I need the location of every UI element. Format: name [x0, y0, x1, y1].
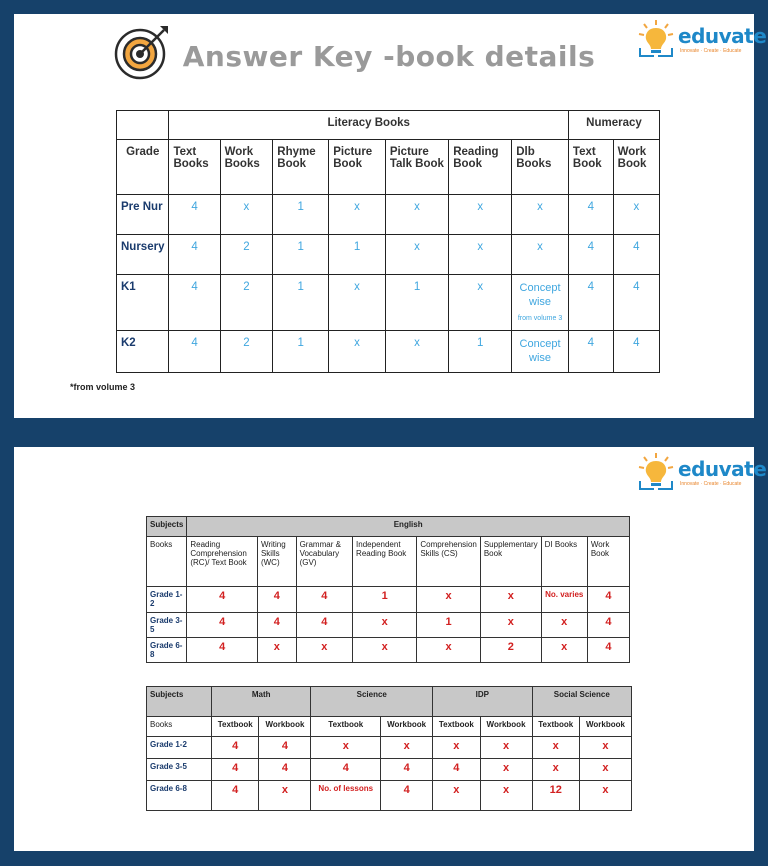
- row-grade: Pre Nur: [117, 195, 169, 235]
- cell: x: [541, 638, 587, 663]
- numeracy-group-header: Numeracy: [568, 111, 659, 140]
- cell: 4: [169, 195, 220, 235]
- sub-col-header: Textbook: [212, 717, 259, 737]
- logo-text: eduvate: [678, 457, 767, 481]
- cell: 4: [587, 638, 629, 663]
- col-header: Rhyme Book: [273, 140, 329, 195]
- cell: 2: [220, 330, 273, 372]
- footnote: *from volume 3: [70, 382, 136, 392]
- cell: 4: [568, 235, 613, 275]
- row-grade: Grade 6-8: [147, 638, 187, 663]
- cell: Concept wise: [512, 330, 569, 372]
- cell: 2: [220, 235, 273, 275]
- cell: 4: [613, 275, 659, 331]
- cell: 4: [568, 275, 613, 331]
- cell: 1: [273, 195, 329, 235]
- table-row: [117, 330, 660, 372]
- table-row: [147, 613, 630, 638]
- cell: x: [613, 195, 659, 235]
- cell: x: [433, 737, 480, 759]
- grade-header: Grade: [117, 140, 169, 195]
- row-grade: Grade 6-8: [147, 781, 212, 811]
- col-header: Picture Talk Book: [385, 140, 448, 195]
- cell: 1: [273, 235, 329, 275]
- social-science-header: Social Science: [532, 687, 631, 717]
- literacy-group-header: Literacy Books: [169, 111, 568, 140]
- eduvate-logo: [634, 18, 767, 62]
- cell: 4: [587, 613, 629, 638]
- col-header: Text Books: [169, 140, 220, 195]
- table-row: [147, 638, 630, 663]
- row-grade: K1: [117, 275, 169, 331]
- target-arrow-icon: [110, 20, 174, 84]
- cell: x: [512, 235, 569, 275]
- col-header: Dlb Books: [512, 140, 569, 195]
- cell: x: [579, 737, 631, 759]
- table-row: [147, 759, 632, 781]
- cell: x: [480, 587, 541, 613]
- sub-col-header: Textbook: [311, 717, 381, 737]
- cell: 4: [296, 613, 352, 638]
- cell: x: [480, 781, 532, 811]
- cell: 4: [169, 275, 220, 331]
- cell: 4: [433, 759, 480, 781]
- sub-col-header: Workbook: [381, 717, 433, 737]
- cell: 4: [169, 235, 220, 275]
- cell: x: [480, 759, 532, 781]
- concept-wise-text: Concept wise: [519, 282, 561, 309]
- page-title: Answer Key -book details: [182, 40, 596, 73]
- bulb-icon: [634, 451, 678, 491]
- cell: x: [257, 638, 296, 663]
- cell: x: [353, 638, 417, 663]
- cell: x: [385, 330, 448, 372]
- cell: 4: [187, 613, 258, 638]
- cell: x: [449, 275, 512, 331]
- table-row: [117, 235, 660, 275]
- eduvate-logo: [634, 451, 767, 495]
- col-header: Work Books: [220, 140, 273, 195]
- cell: 4: [613, 330, 659, 372]
- col-header: Supplementary Book: [480, 537, 541, 587]
- idp-header: IDP: [433, 687, 532, 717]
- sub-col-header: Textbook: [433, 717, 480, 737]
- cell: 4: [568, 330, 613, 372]
- cell: x: [220, 195, 273, 235]
- cell: 2: [220, 275, 273, 331]
- cell: 4: [259, 737, 311, 759]
- concept-wise-note: from volume 3: [517, 314, 563, 322]
- row-grade: Grade 1-2: [147, 737, 212, 759]
- col-header: Comprehension Skills (CS): [417, 537, 480, 587]
- slide-subject-books: [14, 447, 767, 851]
- row-grade: Nursery: [117, 235, 169, 275]
- cell: 1: [449, 330, 512, 372]
- cell: x: [532, 737, 579, 759]
- cell: x: [381, 737, 433, 759]
- cell: x: [329, 275, 386, 331]
- col-header: Grammar & Vocabulary (GV): [296, 537, 352, 587]
- cell: x: [353, 613, 417, 638]
- english-table: [146, 516, 630, 663]
- cell: x: [579, 759, 631, 781]
- cell-concept-wise: [512, 275, 569, 331]
- cell: x: [480, 737, 532, 759]
- logo-tagline: Innovate · Create · Educate: [680, 481, 742, 487]
- logo-tagline: Innovate · Create · Educate: [680, 48, 742, 54]
- header-blank: [117, 111, 169, 140]
- logo-text: eduvate: [678, 24, 767, 48]
- cell: 4: [169, 330, 220, 372]
- sub-col-header: Workbook: [480, 717, 532, 737]
- cell: 4: [587, 587, 629, 613]
- bulb-icon: [634, 18, 678, 58]
- cell: x: [329, 195, 386, 235]
- cell: 4: [381, 781, 433, 811]
- row-grade: Grade 3-5: [147, 613, 187, 638]
- cell: 4: [296, 587, 352, 613]
- cell: x: [449, 195, 512, 235]
- math-header: Math: [212, 687, 311, 717]
- col-header: Writing Skills (WC): [257, 537, 296, 587]
- table-row: [117, 195, 660, 235]
- col-header: Independent Reading Book: [353, 537, 417, 587]
- cell: 4: [187, 587, 258, 613]
- cell: x: [329, 330, 386, 372]
- subjects-table: [146, 686, 632, 811]
- cell: x: [385, 195, 448, 235]
- cell: x: [449, 235, 512, 275]
- cell: 1: [417, 613, 480, 638]
- table-row: [117, 275, 660, 331]
- col-header: Reading Comprehension (RC)/ Text Book: [187, 537, 258, 587]
- cell: 4: [311, 759, 381, 781]
- cell: x: [417, 587, 480, 613]
- table-row: [147, 587, 630, 613]
- row-grade: Grade 1-2: [147, 587, 187, 613]
- cell: x: [259, 781, 311, 811]
- cell: x: [512, 195, 569, 235]
- col-header: Picture Book: [329, 140, 386, 195]
- cell: 4: [212, 759, 259, 781]
- table-row: [147, 737, 632, 759]
- cell: 12: [532, 781, 579, 811]
- col-header: DI Books: [541, 537, 587, 587]
- cell: x: [541, 613, 587, 638]
- cell: 4: [257, 613, 296, 638]
- cell: x: [579, 781, 631, 811]
- cell: 4: [187, 638, 258, 663]
- cell: x: [433, 781, 480, 811]
- cell: x: [480, 613, 541, 638]
- table-row: [147, 781, 632, 811]
- cell: x: [385, 235, 448, 275]
- cell: 1: [273, 275, 329, 331]
- cell: 1: [329, 235, 386, 275]
- books-label: Books: [147, 717, 212, 737]
- sub-col-header: Textbook: [532, 717, 579, 737]
- subjects-label: Subjects: [147, 687, 212, 717]
- cell: 4: [212, 737, 259, 759]
- col-header: Reading Book: [449, 140, 512, 195]
- cell: x: [311, 737, 381, 759]
- subjects-label: Subjects: [147, 517, 187, 537]
- col-header: Work Book: [613, 140, 659, 195]
- science-header: Science: [311, 687, 433, 717]
- cell: 4: [568, 195, 613, 235]
- cell: No. of lessons: [311, 781, 381, 811]
- row-grade: K2: [117, 330, 169, 372]
- cell: x: [296, 638, 352, 663]
- cell: 4: [257, 587, 296, 613]
- cell: 4: [381, 759, 433, 781]
- cell: 1: [273, 330, 329, 372]
- book-details-table: [116, 110, 660, 373]
- col-header: Text Book: [568, 140, 613, 195]
- slide-answer-key: [14, 14, 767, 418]
- col-header: Work Book: [587, 537, 629, 587]
- sub-col-header: Workbook: [259, 717, 311, 737]
- cell: 4: [259, 759, 311, 781]
- row-grade: Grade 3-5: [147, 759, 212, 781]
- cell: x: [417, 638, 480, 663]
- cell: 4: [613, 235, 659, 275]
- books-label: Books: [147, 537, 187, 587]
- sub-col-header: Workbook: [579, 717, 631, 737]
- cell: 1: [385, 275, 448, 331]
- cell: x: [532, 759, 579, 781]
- cell: 2: [480, 638, 541, 663]
- cell: 4: [212, 781, 259, 811]
- english-header: English: [187, 517, 630, 537]
- cell: No. varies: [541, 587, 587, 613]
- cell: 1: [353, 587, 417, 613]
